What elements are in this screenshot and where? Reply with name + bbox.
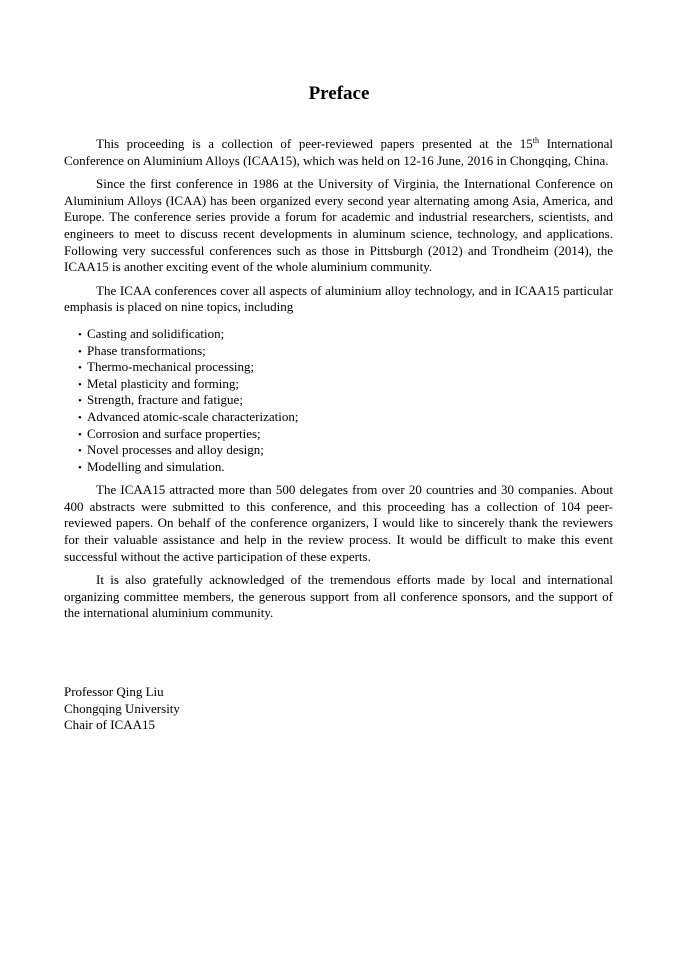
paragraph-topics-intro: The ICAA conferences cover all aspects of aluminium alloy technology, and in ICAA15 particular emphasis is placed on nine topics, including <box>64 282 613 315</box>
bullet-icon: • <box>78 445 82 458</box>
list-item <box>64 459 613 476</box>
topics-list <box>64 326 613 475</box>
bullet-icon: • <box>78 411 82 424</box>
paragraph-intro-text-start: This proceeding is a collection of peer-reviewed papers presented at the 15 <box>96 136 533 151</box>
list-item <box>64 359 613 376</box>
paragraph-attendance: The ICAA15 attracted more than 500 delegates from over 20 countries and 30 companies. About 400 abstracts were submitted to this conference, and this proceeding has a collection of 104 peer-reviewed papers. On behalf of the conference organizers, I would like to sincerely thank the reviewers for their valuable assistance and help in the review process. It would be difficult to make this event successful without the active participation of these experts. <box>64 482 613 564</box>
paragraph-intro-text-end: International Conference on Aluminium Alloys (ICAA15), which was held on 12-16 June, 2016 in Chongqing, China. <box>64 136 613 168</box>
list-item <box>64 326 613 343</box>
bullet-icon: • <box>78 378 82 391</box>
list-item <box>64 376 613 393</box>
ordinal-superscript: th <box>532 136 539 145</box>
bullet-icon: • <box>78 328 82 341</box>
signature-role: Chair of ICAA15 <box>64 717 155 733</box>
list-item <box>64 442 613 459</box>
page-title: Preface <box>308 83 370 104</box>
list-item-text: Novel processes and alloy design; <box>87 442 264 458</box>
bullet-icon: • <box>78 395 82 408</box>
list-item <box>64 392 613 409</box>
list-item-text: Thermo-mechanical processing; <box>87 359 255 375</box>
list-item-text: Modelling and simulation. <box>87 458 225 474</box>
list-item <box>64 343 613 360</box>
list-item <box>64 426 613 443</box>
bullet-icon: • <box>78 428 82 441</box>
list-item-text: Corrosion and surface properties; <box>87 425 261 441</box>
list-item-text: Casting and solidification; <box>87 325 225 341</box>
signature-block <box>64 684 180 734</box>
list-item-text: Advanced atomic-scale characterization; <box>87 408 299 424</box>
signature-affiliation: Chongqing University <box>64 700 180 716</box>
list-item-text: Phase transformations; <box>87 342 206 358</box>
list-item-text: Strength, fracture and fatigue; <box>87 392 243 408</box>
bullet-icon: • <box>78 461 82 474</box>
bullet-icon: • <box>78 362 82 375</box>
paragraph-history: Since the first conference in 1986 at the University of Virginia, the International Conference on Aluminium Alloys (ICAA) has been organized every second year alternating among Asia, America, and Europe. The conference series provide a forum for academic and industrial researchers, scientists, and engineers to meet to discuss recent developments in aluminum science, technology, and applications. Following very successful conferences such as those in Pittsburgh (2012) and Trondheim (2014), the ICAA15 is another exciting event of the whole aluminium community. <box>64 176 613 275</box>
paragraph-acknowledgement: It is also gratefully acknowledged of the tremendous efforts made by local and international organizing committee members, the generous support from all conference sponsors, and the support of the international aluminium community. <box>64 572 613 621</box>
bullet-icon: • <box>78 345 82 358</box>
paragraph-intro <box>64 136 613 169</box>
signature-name: Professor Qing Liu <box>64 684 164 699</box>
list-item-text: Metal plasticity and forming; <box>87 375 239 391</box>
list-item <box>64 409 613 426</box>
document-body <box>64 136 613 629</box>
